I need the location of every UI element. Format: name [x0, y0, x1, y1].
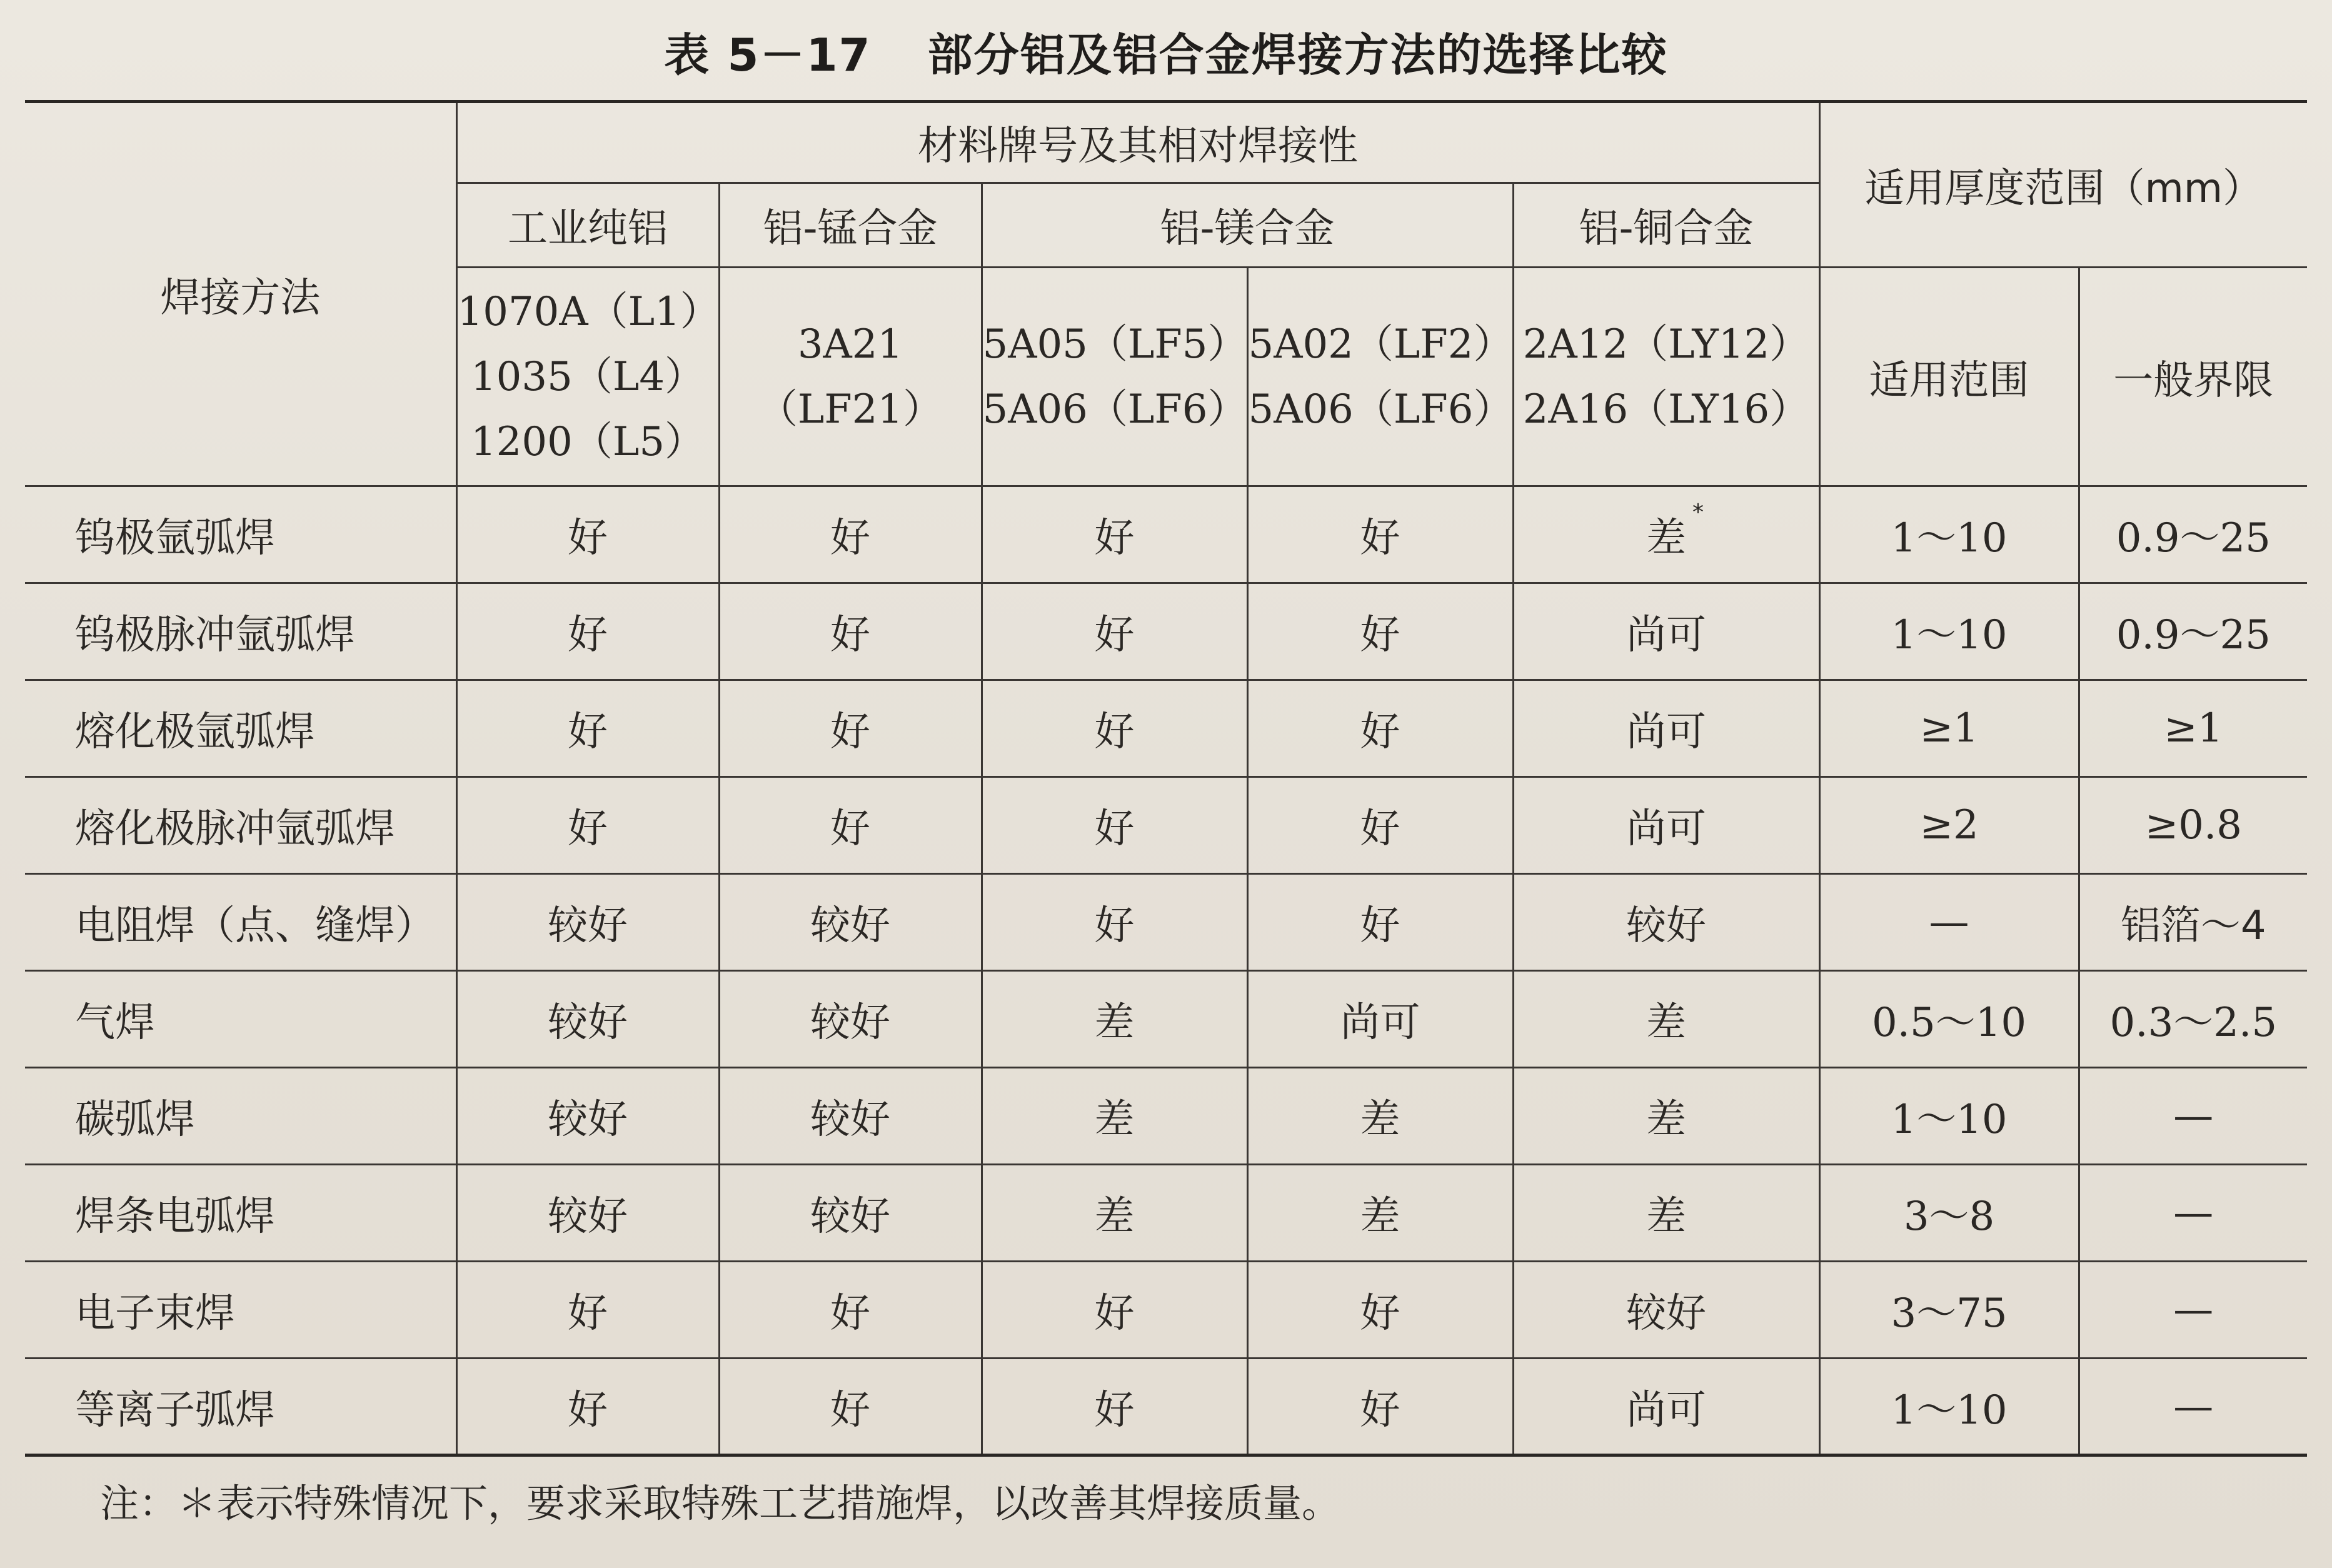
rating-pure-al: 好	[456, 1359, 719, 1455]
rating-pure-al: 较好	[456, 1165, 719, 1262]
rating-al-mn: 较好	[719, 1165, 982, 1262]
grade-line: 1070A（L1）	[457, 288, 720, 335]
thickness-limit: ≥0.8	[2079, 777, 2307, 874]
rating-al-cu: 差	[1513, 1165, 1819, 1262]
rating-al-mg-b: 差	[1247, 1068, 1513, 1165]
header-material-group: 材料牌号及其相对焊接性	[456, 102, 1819, 183]
rating-pure-al: 好	[456, 486, 719, 583]
rating-al-cu: 差	[1513, 971, 1819, 1068]
table-title-text: 部分铝及铝合金焊接方法的选择比较	[927, 29, 1668, 81]
thickness-limit: —	[2079, 1262, 2307, 1359]
grade-line: 1200（L5）	[470, 418, 705, 465]
rating-al-mg-a: 好	[982, 777, 1247, 874]
grades-al-mg-a	[982, 268, 1247, 486]
thickness-range: ≥2	[1819, 777, 2079, 874]
rating-al-mn: 好	[719, 680, 982, 777]
rating-al-cu: 较好	[1513, 874, 1819, 971]
grade-line: 3A21（LF21）	[757, 321, 943, 433]
thickness-limit: —	[2079, 1165, 2307, 1262]
table-footnote: 注：＊表示特殊情况下，要求采取特殊工艺措施焊，以改善其焊接质量。	[100, 1480, 1341, 1526]
table-row	[25, 971, 2307, 1068]
rating-al-mg-b: 好	[1247, 1359, 1513, 1455]
rating-al-cu: 尚可	[1513, 583, 1819, 680]
rating-al-mn: 好	[719, 1262, 982, 1359]
method-name: 钨极脉冲氩弧焊	[25, 583, 456, 680]
table-row	[25, 486, 2307, 583]
table-row	[25, 680, 2307, 777]
table-row	[25, 583, 2307, 680]
footnote-star: *	[1692, 500, 1704, 525]
thickness-range: 1～10	[1819, 486, 2079, 583]
rating-al-mn: 好	[719, 777, 982, 874]
thickness-limit: —	[2079, 1359, 2307, 1455]
table-title	[0, 18, 2332, 93]
header-family-al-cu: 铝-铜合金	[1513, 183, 1819, 268]
header-range: 适用范围	[1819, 268, 2079, 486]
rating-al-cu-text: 差	[1646, 515, 1687, 561]
rating-pure-al: 较好	[456, 1068, 719, 1165]
rating-al-mn: 好	[719, 1359, 982, 1455]
thickness-range: 0.5～10	[1819, 971, 2079, 1068]
method-name: 气焊	[25, 971, 456, 1068]
rating-pure-al: 好	[456, 680, 719, 777]
rating-al-mg-b: 好	[1247, 777, 1513, 874]
header-family-pure-al: 工业纯铝	[456, 183, 719, 268]
rating-pure-al: 好	[456, 583, 719, 680]
rating-al-mg-a: 好	[982, 1359, 1247, 1455]
grade-line: 1035（L4）	[470, 353, 705, 400]
method-name: 电阻焊（点、缝焊）	[25, 874, 456, 971]
method-name: 电子束焊	[25, 1262, 456, 1359]
header-family-al-mg: 铝-镁合金	[982, 183, 1513, 268]
rating-al-cu	[1513, 486, 1819, 583]
rating-al-mn: 较好	[719, 971, 982, 1068]
rating-al-mg-a: 好	[982, 486, 1247, 583]
grades-al-mn	[719, 268, 982, 486]
grades-al-mg-b	[1247, 268, 1513, 486]
grade-line: 5A02（LF2）	[1248, 321, 1514, 368]
rating-al-mg-a: 好	[982, 680, 1247, 777]
table-row	[25, 1165, 2307, 1262]
grade-line: 5A05（LF5）	[982, 321, 1248, 368]
grade-line: 2A16（LY16）	[1522, 386, 1810, 433]
header-limit: 一般界限	[2079, 268, 2307, 486]
rating-al-cu: 尚可	[1513, 1359, 1819, 1455]
table-row	[25, 1359, 2307, 1455]
thickness-limit: 0.9～25	[2079, 486, 2307, 583]
welding-methods-table	[25, 100, 2307, 1457]
rating-al-mg-b: 好	[1247, 583, 1513, 680]
grade-line: 5A06（LF6）	[982, 386, 1248, 433]
table-row	[25, 1068, 2307, 1165]
thickness-range: ≥1	[1819, 680, 2079, 777]
table-row	[25, 777, 2307, 874]
rating-al-mn: 较好	[719, 874, 982, 971]
thickness-range: —	[1819, 874, 2079, 971]
grade-line: 2A12（LY12）	[1522, 321, 1810, 368]
rating-pure-al: 好	[456, 1262, 719, 1359]
table-row	[25, 874, 2307, 971]
thickness-range: 3～8	[1819, 1165, 2079, 1262]
thickness-range: 3～75	[1819, 1262, 2079, 1359]
thickness-limit: 0.3～2.5	[2079, 971, 2307, 1068]
rating-al-mg-b: 好	[1247, 874, 1513, 971]
rating-pure-al: 较好	[456, 971, 719, 1068]
rating-al-mg-a: 差	[982, 1165, 1247, 1262]
rating-al-mg-b: 好	[1247, 680, 1513, 777]
thickness-limit: 0.9～25	[2079, 583, 2307, 680]
table-row	[25, 1262, 2307, 1359]
thickness-limit: —	[2079, 1068, 2307, 1165]
rating-al-cu: 尚可	[1513, 680, 1819, 777]
rating-al-cu: 较好	[1513, 1262, 1819, 1359]
method-name: 等离子弧焊	[25, 1359, 456, 1455]
thickness-range: 1～10	[1819, 1359, 2079, 1455]
rating-al-mg-b: 尚可	[1247, 971, 1513, 1068]
method-name: 熔化极脉冲氩弧焊	[25, 777, 456, 874]
thickness-limit: ≥1	[2079, 680, 2307, 777]
header-thickness-group: 适用厚度范围（mm）	[1819, 102, 2307, 268]
rating-pure-al: 好	[456, 777, 719, 874]
rating-al-mn: 好	[719, 583, 982, 680]
header-family-al-mn: 铝-锰合金	[719, 183, 982, 268]
method-name: 钨极氩弧焊	[25, 486, 456, 583]
rating-al-mn: 好	[719, 486, 982, 583]
method-name: 碳弧焊	[25, 1068, 456, 1165]
rating-al-mn: 较好	[719, 1068, 982, 1165]
method-name: 焊条电弧焊	[25, 1165, 456, 1262]
header-method: 焊接方法	[25, 102, 456, 486]
grades-al-cu	[1513, 268, 1819, 486]
rating-al-mg-a: 好	[982, 874, 1247, 971]
rating-al-mg-a: 差	[982, 971, 1247, 1068]
rating-al-mg-a: 好	[982, 583, 1247, 680]
thickness-limit: 铝箔～4	[2079, 874, 2307, 971]
table-number: 表 5－17	[664, 29, 872, 81]
grades-pure-al	[456, 268, 719, 486]
thickness-range: 1～10	[1819, 1068, 2079, 1165]
rating-al-mg-b: 好	[1247, 486, 1513, 583]
rating-al-mg-a: 差	[982, 1068, 1247, 1165]
rating-al-mg-b: 差	[1247, 1165, 1513, 1262]
rating-al-mg-a: 好	[982, 1262, 1247, 1359]
rating-al-cu: 差	[1513, 1068, 1819, 1165]
thickness-range: 1～10	[1819, 583, 2079, 680]
rating-al-mg-b: 好	[1247, 1262, 1513, 1359]
grade-line: 5A06（LF6）	[1248, 386, 1514, 433]
method-name: 熔化极氩弧焊	[25, 680, 456, 777]
rating-al-cu: 尚可	[1513, 777, 1819, 874]
rating-pure-al: 较好	[456, 874, 719, 971]
